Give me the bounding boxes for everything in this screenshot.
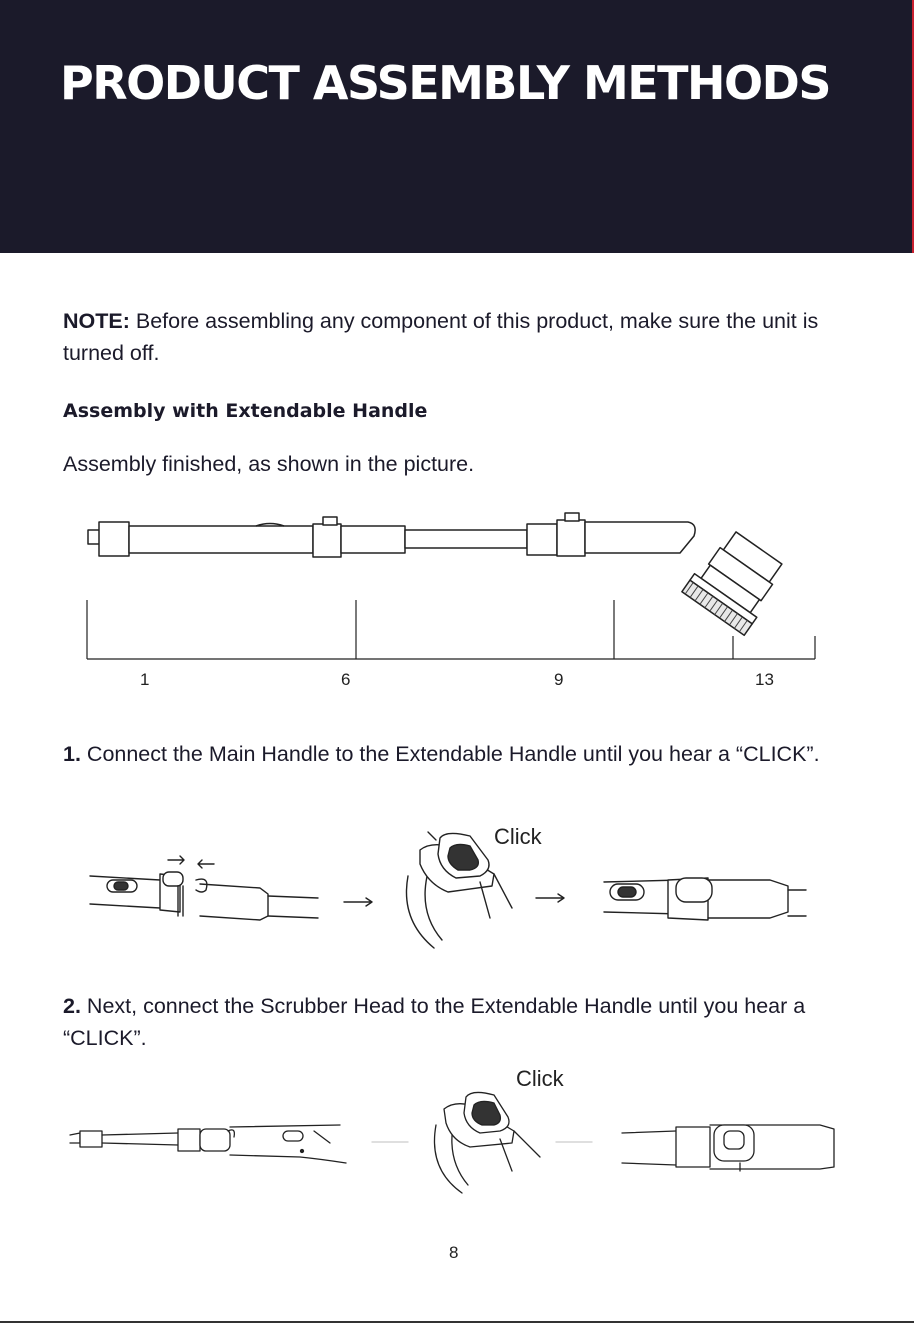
step-2-click-label: Click xyxy=(516,1066,564,1091)
step-1-arrow-two-icon xyxy=(536,894,564,902)
step-2-after-figure xyxy=(622,1125,834,1171)
step-2-illustration xyxy=(0,1085,914,1200)
page-title: PRODUCT ASSEMBLY METHODS xyxy=(60,56,830,110)
note-text: Before assembling any component of this product, make sure the unit is turned off. xyxy=(63,309,819,365)
finished-text: Assembly finished, as shown in the picture. xyxy=(63,452,475,476)
scrubber-head xyxy=(682,526,790,635)
segment-label-2: 6 xyxy=(341,670,351,689)
page-number: 8 xyxy=(449,1243,459,1262)
segment-label-3: 9 xyxy=(554,670,564,689)
step-1-closeup-figure xyxy=(406,832,512,948)
segment-label-1: 1 xyxy=(140,670,150,689)
connector-two xyxy=(527,524,557,555)
note-label: NOTE: xyxy=(63,309,130,333)
push-arrow-right-icon xyxy=(168,856,184,864)
main-handle-grip xyxy=(99,522,129,556)
bottom-rule xyxy=(0,1321,914,1323)
step-1-text xyxy=(63,738,863,770)
scrubber-neck xyxy=(585,522,695,553)
end-cap xyxy=(88,530,100,544)
step-1-number: 1. xyxy=(63,742,81,766)
step-1-instruction: Connect the Main Handle to the Extendable Handle until you hear a “CLICK”. xyxy=(80,742,820,766)
assembled-product-illustration xyxy=(0,500,914,670)
title-banner xyxy=(0,0,912,253)
step-2-text xyxy=(63,990,863,1054)
segment-label-4: 13 xyxy=(755,670,774,689)
step-1-before-figure xyxy=(90,856,318,920)
step-2-before-figure xyxy=(70,1125,346,1163)
push-arrow-left-icon xyxy=(198,860,214,868)
step-1-click-label: Click xyxy=(494,824,542,849)
main-handle-body xyxy=(129,526,313,553)
step-1-illustration xyxy=(0,820,914,955)
section-heading: Assembly with Extendable Handle xyxy=(63,400,428,422)
step-2-closeup-figure xyxy=(434,1092,540,1193)
step-2-number: 2. xyxy=(63,994,81,1018)
step-2-instruction: Next, connect the Scrubber Head to the Extendable Handle until you hear a “CLICK”. xyxy=(63,994,806,1050)
extendable-handle-sleeve xyxy=(341,526,405,553)
extendable-pole xyxy=(405,530,527,548)
connector-one xyxy=(313,524,341,557)
connector-collar xyxy=(557,520,585,556)
step-1-after-figure xyxy=(604,878,806,920)
step-1-arrow-one-icon xyxy=(344,898,372,906)
note-paragraph xyxy=(63,305,863,369)
